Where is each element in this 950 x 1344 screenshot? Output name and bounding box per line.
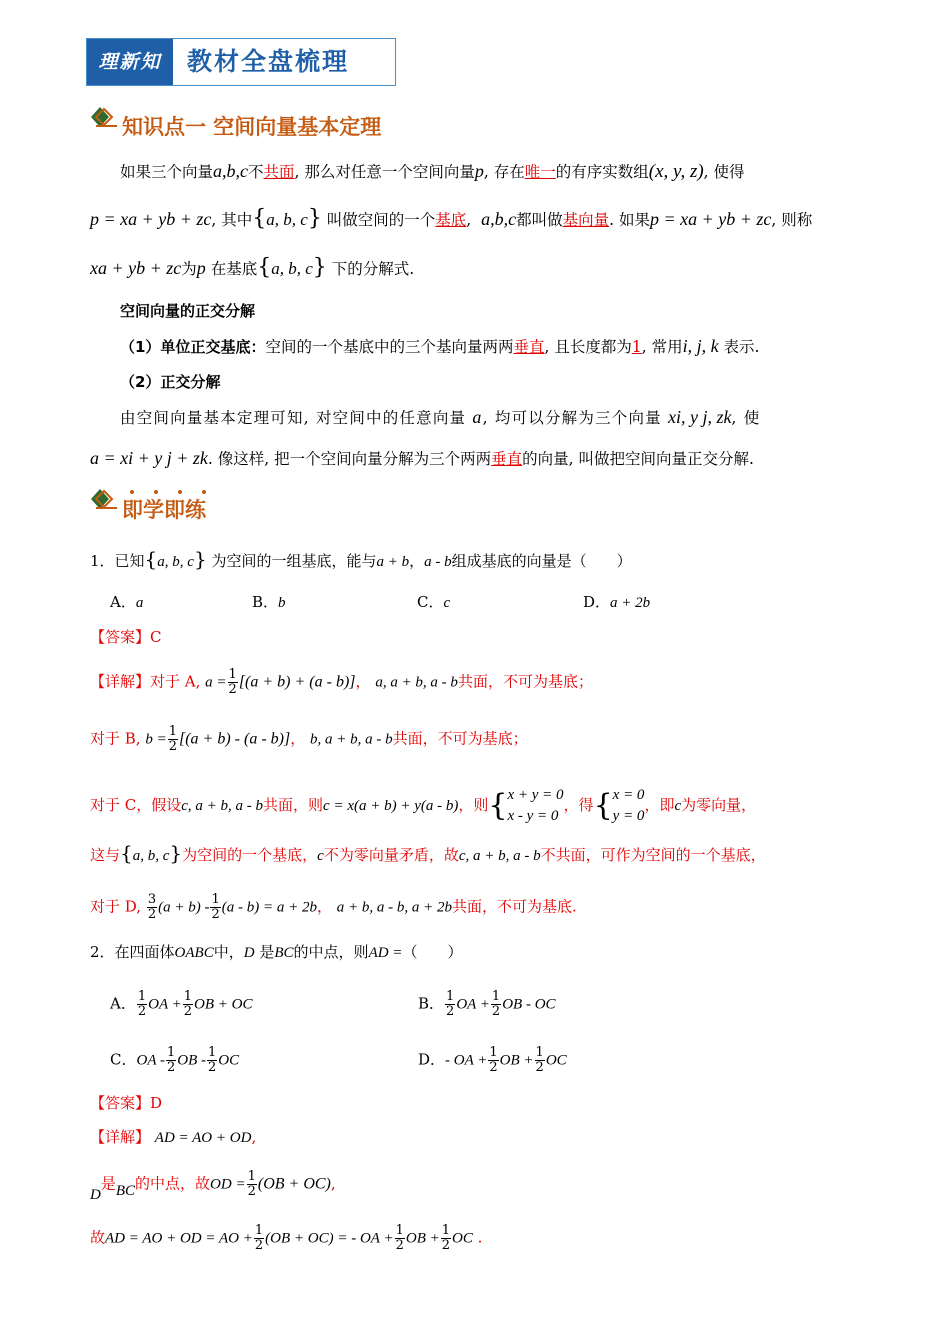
text: 的有序实数组	[555, 163, 649, 181]
math: OB -	[177, 1052, 206, 1069]
math-vectors: xi, y j, zk	[668, 407, 732, 427]
text: 在基底	[210, 260, 258, 278]
text: ,	[251, 1128, 257, 1146]
q1-option-b[interactable]	[252, 592, 286, 613]
math-eq: xa + yb + zc	[90, 258, 182, 278]
text: 对于 A,	[150, 672, 201, 691]
math: a, a + b, a - b	[375, 674, 458, 691]
answer-label: 【答案】	[90, 628, 151, 646]
text: 2．在四面体	[90, 943, 175, 961]
q1-detail-d	[90, 893, 577, 922]
text: 组成基底的向量是（ ）	[451, 552, 632, 570]
option-label: A．	[110, 994, 136, 1013]
text: 不	[248, 163, 264, 181]
q2-detail-2	[90, 1169, 336, 1203]
math: (OB + OC) = - OA +	[265, 1230, 394, 1247]
detail-label: 【详解】	[90, 1128, 151, 1146]
text: , 使	[731, 409, 761, 427]
keyword-basis: 基底	[435, 211, 467, 229]
numerator: 1	[441, 1223, 451, 1238]
text: , 均可以分解为三个向量	[482, 409, 662, 427]
math: AD =	[368, 945, 403, 961]
denominator: 2	[254, 1238, 264, 1253]
math: OA +	[456, 996, 490, 1013]
numerator: 1	[489, 1045, 498, 1060]
text: 的中点，故	[135, 1174, 211, 1193]
numerator: 1	[446, 989, 455, 1004]
section-title-practice: 即学即练	[122, 498, 206, 522]
text: 都叫做	[516, 211, 563, 229]
text: 为空间的一个基底，	[182, 846, 318, 864]
text: 不共面，可作为空间的一个基底，	[540, 846, 766, 864]
math: OB +	[405, 1230, 440, 1247]
text: , 使得	[703, 163, 745, 181]
text: , 那么对任意一个空间向量	[294, 163, 475, 181]
math-vectors: a,b,c	[213, 161, 249, 181]
denominator: 2	[489, 1060, 498, 1075]
q1-detail-a	[90, 668, 593, 697]
text: 表示.	[723, 338, 760, 356]
math: c	[674, 798, 682, 814]
numerator: 1	[166, 1045, 176, 1060]
text: 的中点，则	[293, 943, 369, 961]
math: OABC	[174, 945, 214, 961]
answer-value: D	[150, 1094, 163, 1112]
math: OB - OC	[502, 996, 556, 1013]
text: , 则称	[771, 211, 813, 229]
numerator: 1	[254, 1223, 264, 1238]
denominator: 2	[168, 739, 177, 754]
math: AD = AO + OD	[154, 1130, 252, 1146]
keyword-unique: 唯一	[524, 163, 556, 181]
q2-detail-3	[90, 1224, 482, 1253]
text: , 其中	[211, 211, 253, 229]
keyword-coplanar: 共面	[263, 163, 295, 181]
text: .	[477, 1228, 483, 1247]
q1-answer	[90, 627, 162, 647]
theorem-line-2: p = xa + yb + zc, 其中{a, b, c} 叫做空间的一个基底, a,b,c都叫做基向量. 如果p = xa + yb + zc, 则称	[90, 206, 813, 231]
math-vectors: a,b,c	[481, 209, 517, 229]
denominator: 2	[166, 1060, 176, 1075]
math-a: a	[472, 407, 483, 427]
math: - OA +	[445, 1052, 488, 1069]
numerator: 1	[211, 892, 220, 907]
option-label: C．	[417, 593, 444, 611]
header-banner	[86, 38, 396, 86]
numerator: 1	[491, 989, 501, 1004]
option-value: c	[443, 595, 451, 611]
text: 共面，则	[263, 796, 324, 814]
text: 对于 B,	[90, 729, 141, 748]
text: 为零向量，	[681, 796, 757, 814]
text: ，	[316, 897, 332, 916]
math: y = 0	[612, 808, 645, 824]
denominator: 2	[535, 1060, 544, 1075]
numerator: 1	[168, 724, 177, 739]
math: D	[243, 945, 255, 961]
keyword-perpendicular: 垂直	[513, 338, 545, 356]
math: (OB + OC)	[257, 1175, 331, 1193]
text: 共面，不可为基底；	[457, 672, 593, 691]
text: 叫做空间的一个	[326, 211, 436, 229]
math: OB + OC	[194, 996, 253, 1013]
math-p: p	[474, 161, 484, 181]
text: 共面，不可为基底.	[452, 897, 577, 916]
text: . 如果	[609, 211, 650, 229]
text: 是	[259, 943, 275, 961]
answer-label: 【答案】	[90, 1094, 151, 1112]
text: 这与	[90, 846, 121, 864]
denominator: 2	[491, 1004, 501, 1019]
text: 中，	[213, 943, 244, 961]
numerator: 1	[395, 1223, 404, 1238]
math-v2: a - b	[424, 554, 452, 570]
math-eq: p = xa + yb + zc	[649, 209, 772, 229]
math: OC	[545, 1052, 567, 1069]
item-1	[120, 336, 759, 357]
math: OA -	[136, 1052, 165, 1069]
section-title-knowledge: 知识点一 空间向量基本定理	[122, 115, 382, 139]
denominator: 2	[211, 907, 220, 922]
math: BC	[274, 945, 294, 961]
option-value: b	[278, 595, 286, 611]
q2-option-d[interactable]	[418, 1046, 567, 1075]
text: （ ）	[402, 943, 463, 961]
text: 如果三个向量	[120, 163, 214, 181]
option-value: a	[135, 595, 144, 611]
numerator: 1	[535, 1045, 544, 1060]
q2-answer	[90, 1093, 162, 1113]
text: 的向量, 叫做把空间向量正交分解.	[522, 450, 754, 468]
math: b, a + b, a - b	[310, 731, 393, 748]
math: OC	[452, 1230, 473, 1247]
option-label: B．	[252, 593, 279, 611]
denominator: 2	[137, 1004, 147, 1019]
banner-title: 教材全盘梳理	[187, 47, 350, 76]
text: ,	[330, 1174, 336, 1193]
denominator: 2	[446, 1004, 455, 1019]
text: , 存在	[483, 163, 525, 181]
text: , 且长度都为	[544, 338, 632, 356]
q2-option-c[interactable]	[110, 1046, 239, 1075]
math-v1: a + b	[376, 554, 410, 570]
numerator: 1	[137, 989, 147, 1004]
math: (a - b) = a + 2b	[221, 899, 317, 916]
option-label: D．	[418, 1050, 446, 1069]
detail-label: 【详解】	[90, 672, 151, 691]
denominator: 2	[147, 907, 157, 922]
math: (a + b) -	[158, 899, 210, 916]
math-set: a, b, c	[266, 210, 308, 229]
math: OA +	[148, 996, 182, 1013]
option-label: A．	[110, 593, 136, 611]
text: ，则	[458, 796, 489, 814]
math: c	[317, 848, 324, 864]
q2-detail-1	[90, 1127, 256, 1148]
math: AD = AO + OD = AO +	[105, 1230, 253, 1247]
keyword-base-vector: 基向量	[562, 211, 610, 229]
numerator: 1	[208, 1045, 217, 1060]
orthogonal-line-2	[90, 448, 754, 469]
q1-detail-b	[90, 725, 528, 754]
text: 为	[181, 260, 197, 278]
math: BC	[115, 1182, 136, 1199]
text: ,	[466, 211, 472, 229]
math-set: a, b, c	[271, 259, 313, 278]
q1-option-c[interactable]	[417, 592, 450, 613]
math-p: p	[196, 258, 206, 278]
denominator: 2	[208, 1060, 217, 1075]
q1-option-d[interactable]	[583, 592, 650, 613]
math-set: a, b, c	[157, 554, 194, 570]
math: D	[90, 1186, 101, 1203]
q2-option-a[interactable]	[110, 990, 252, 1019]
math-xyz: (x, y, z)	[648, 161, 704, 182]
text: 共面，不可为基底；	[392, 729, 528, 748]
diamond-bullet-icon	[90, 488, 118, 510]
math: [(a + b) + (a - b)]	[238, 673, 356, 691]
text: , 常用	[641, 338, 683, 356]
math: OD =	[210, 1176, 246, 1193]
math: [(a + b) - (a - b)]	[179, 730, 291, 748]
denominator: 2	[183, 1004, 193, 1019]
math-eq: p = xa + yb + zc	[90, 209, 212, 229]
numerator: 1	[228, 667, 237, 682]
denominator: 2	[228, 682, 237, 697]
item-2-label: （2）正交分解	[120, 373, 221, 391]
text: 故	[90, 1228, 106, 1247]
question-2-stem	[90, 942, 462, 963]
denominator: 2	[441, 1238, 451, 1253]
q1-detail-c: 对于 C，假设c, a + b, a - b共面，则c = x(a + b) + y(a - b)，则{ x + y = 0 x - y = 0 ，得{ x = 0 y = 0 ，即c为零向量，	[90, 785, 756, 827]
option-label: C．	[110, 1050, 137, 1069]
option-value: a + 2b	[610, 595, 651, 611]
math-ijk: i, j, k	[682, 336, 719, 356]
text: ，	[409, 552, 425, 570]
q1-detail-c2: 这与{a, b, c}为空间的一个基底，c不为零向量矛盾，故c, a + b, a - b不共面，可作为空间的一个基底，	[90, 841, 766, 865]
text: 不为零向量矛盾，故	[323, 846, 459, 864]
text: 对于 C，假设	[90, 796, 182, 814]
math: c, a + b, a - b	[458, 848, 541, 864]
math: OB +	[499, 1052, 534, 1069]
denominator: 2	[395, 1238, 404, 1253]
math-set: a, b, c	[132, 848, 170, 864]
math: a =	[205, 674, 227, 691]
option-label: D．	[583, 593, 611, 611]
text: 由空间向量基本定理可知, 对空间中的任意向量	[120, 409, 467, 427]
diamond-bullet-icon	[90, 106, 118, 128]
subsection-title: 空间向量的正交分解	[120, 302, 256, 320]
math: x + y = 0	[507, 787, 564, 803]
banner-left-label: 理新知	[87, 39, 173, 85]
math: c, a + b, a - b	[181, 798, 264, 814]
text: ，得	[563, 796, 594, 814]
keyword-perpendicular: 垂直	[491, 450, 523, 468]
denominator: 2	[247, 1184, 256, 1199]
math-eq: a = xi + y j + zk	[90, 448, 208, 468]
text: 对于 D,	[90, 897, 142, 916]
text: ，即	[644, 796, 675, 814]
answer-value: C	[150, 628, 162, 646]
numerator: 1	[183, 989, 193, 1004]
math: x - y = 0	[507, 808, 559, 824]
numerator: 1	[247, 1169, 256, 1184]
text: 1．已知	[90, 552, 145, 570]
math: b =	[145, 731, 167, 748]
orthogonal-line-1	[120, 407, 760, 428]
text: ，	[355, 672, 371, 691]
text: . 像这样, 把一个空间向量分解为三个两两	[207, 450, 492, 468]
text: ，	[290, 729, 306, 748]
question-1-stem: 1．已知{a, b, c} 为空间的一组基底，能与a + b，a - b组成基底的向量是（ ）	[90, 547, 632, 571]
q2-option-b[interactable]	[418, 990, 556, 1019]
item-label: （1）单位正交基底：	[120, 338, 266, 356]
math: OC	[218, 1052, 240, 1069]
option-label: B．	[418, 994, 445, 1013]
theorem-line-3: xa + yb + zc为p 在基底{a, b, c} 下的分解式.	[90, 255, 415, 280]
text: 空间的一个基底中的三个基向量两两	[265, 338, 514, 356]
keyword-one: 1	[631, 338, 642, 356]
math: x = 0	[612, 787, 645, 803]
text: 下的分解式.	[331, 260, 415, 278]
numerator: 3	[147, 892, 157, 907]
theorem-line-1	[120, 161, 745, 182]
math: a + b, a - b, a + 2b	[336, 899, 453, 916]
text: 为空间的一组基底，能与	[211, 552, 377, 570]
math: c = x(a + b) + y(a - b)	[323, 798, 459, 814]
q1-option-a[interactable]	[110, 592, 143, 613]
text: 是	[100, 1174, 116, 1193]
emphasis-dots	[126, 480, 214, 486]
